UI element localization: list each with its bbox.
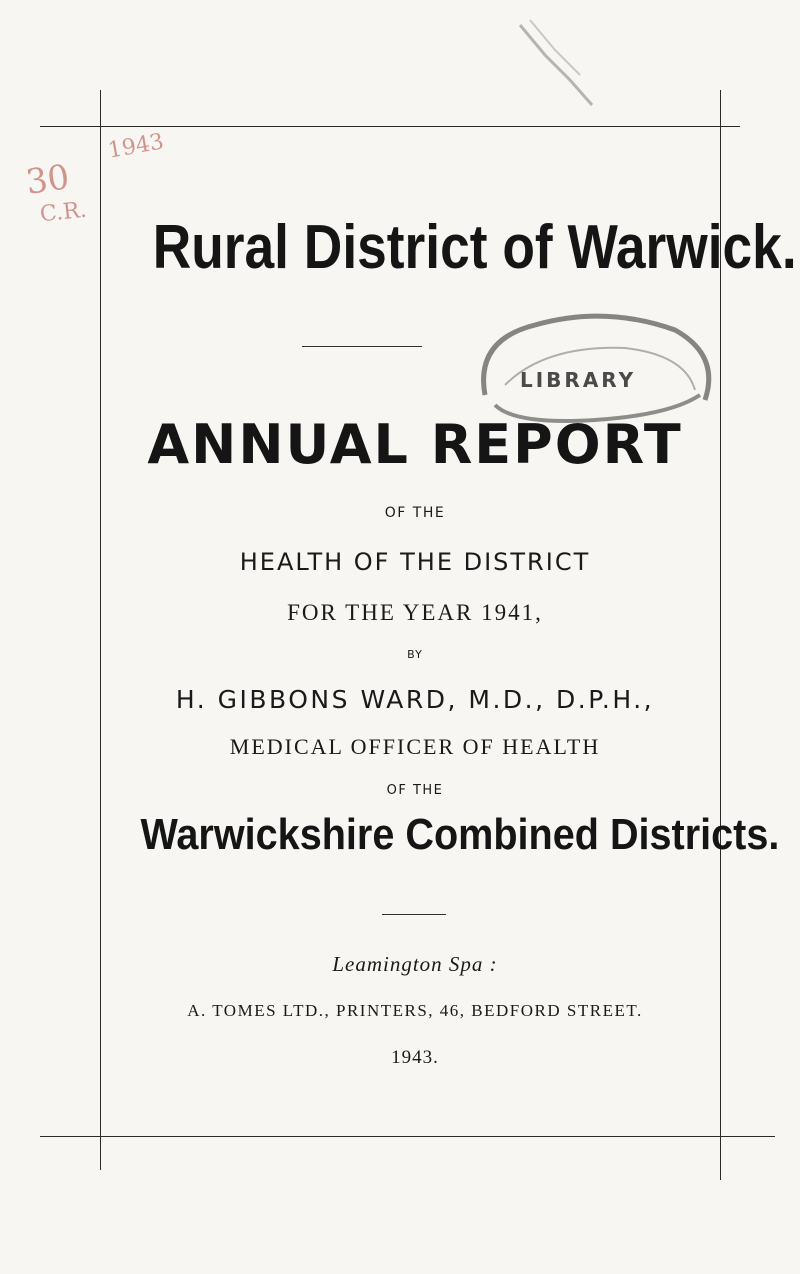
of-the-label: OF THE (384, 505, 446, 521)
printer-line: A. TOMES LTD., PRINTERS, 46, BEDFORD STREET. (187, 1001, 643, 1020)
left-border-rule (100, 90, 101, 1170)
corner-mark-icon (500, 10, 630, 120)
bottom-border-rule (40, 1136, 775, 1137)
districts-heading: Warwickshire Combined Districts. (140, 810, 780, 859)
divider-rule-center (382, 914, 446, 915)
handwritten-note-number: 30 (23, 157, 72, 203)
report-heading: ANNUAL REPORT (147, 413, 683, 476)
handwritten-note-year: 1943 (106, 129, 166, 164)
author-title: MEDICAL OFFICER OF HEALTH (229, 734, 601, 759)
by-label: BY (407, 648, 423, 661)
stamp-text: LIBRARY (520, 368, 637, 392)
document-title: Rural District of Warwick. (152, 213, 797, 282)
of-the-label-2: OF THE (386, 783, 444, 798)
top-border-rule (40, 126, 740, 127)
report-year-line: FOR THE YEAR 1941, (287, 600, 543, 625)
report-subject: HEALTH OF THE DISTRICT (239, 548, 591, 576)
divider-rule-short (302, 346, 422, 347)
publication-year: 1943. (391, 1047, 439, 1068)
handwritten-note-initials: C.R. (38, 197, 88, 228)
publication-place: Leamington Spa : (332, 952, 498, 976)
author-name: H. GIBBONS WARD, M.D., D.P.H., (175, 685, 655, 714)
